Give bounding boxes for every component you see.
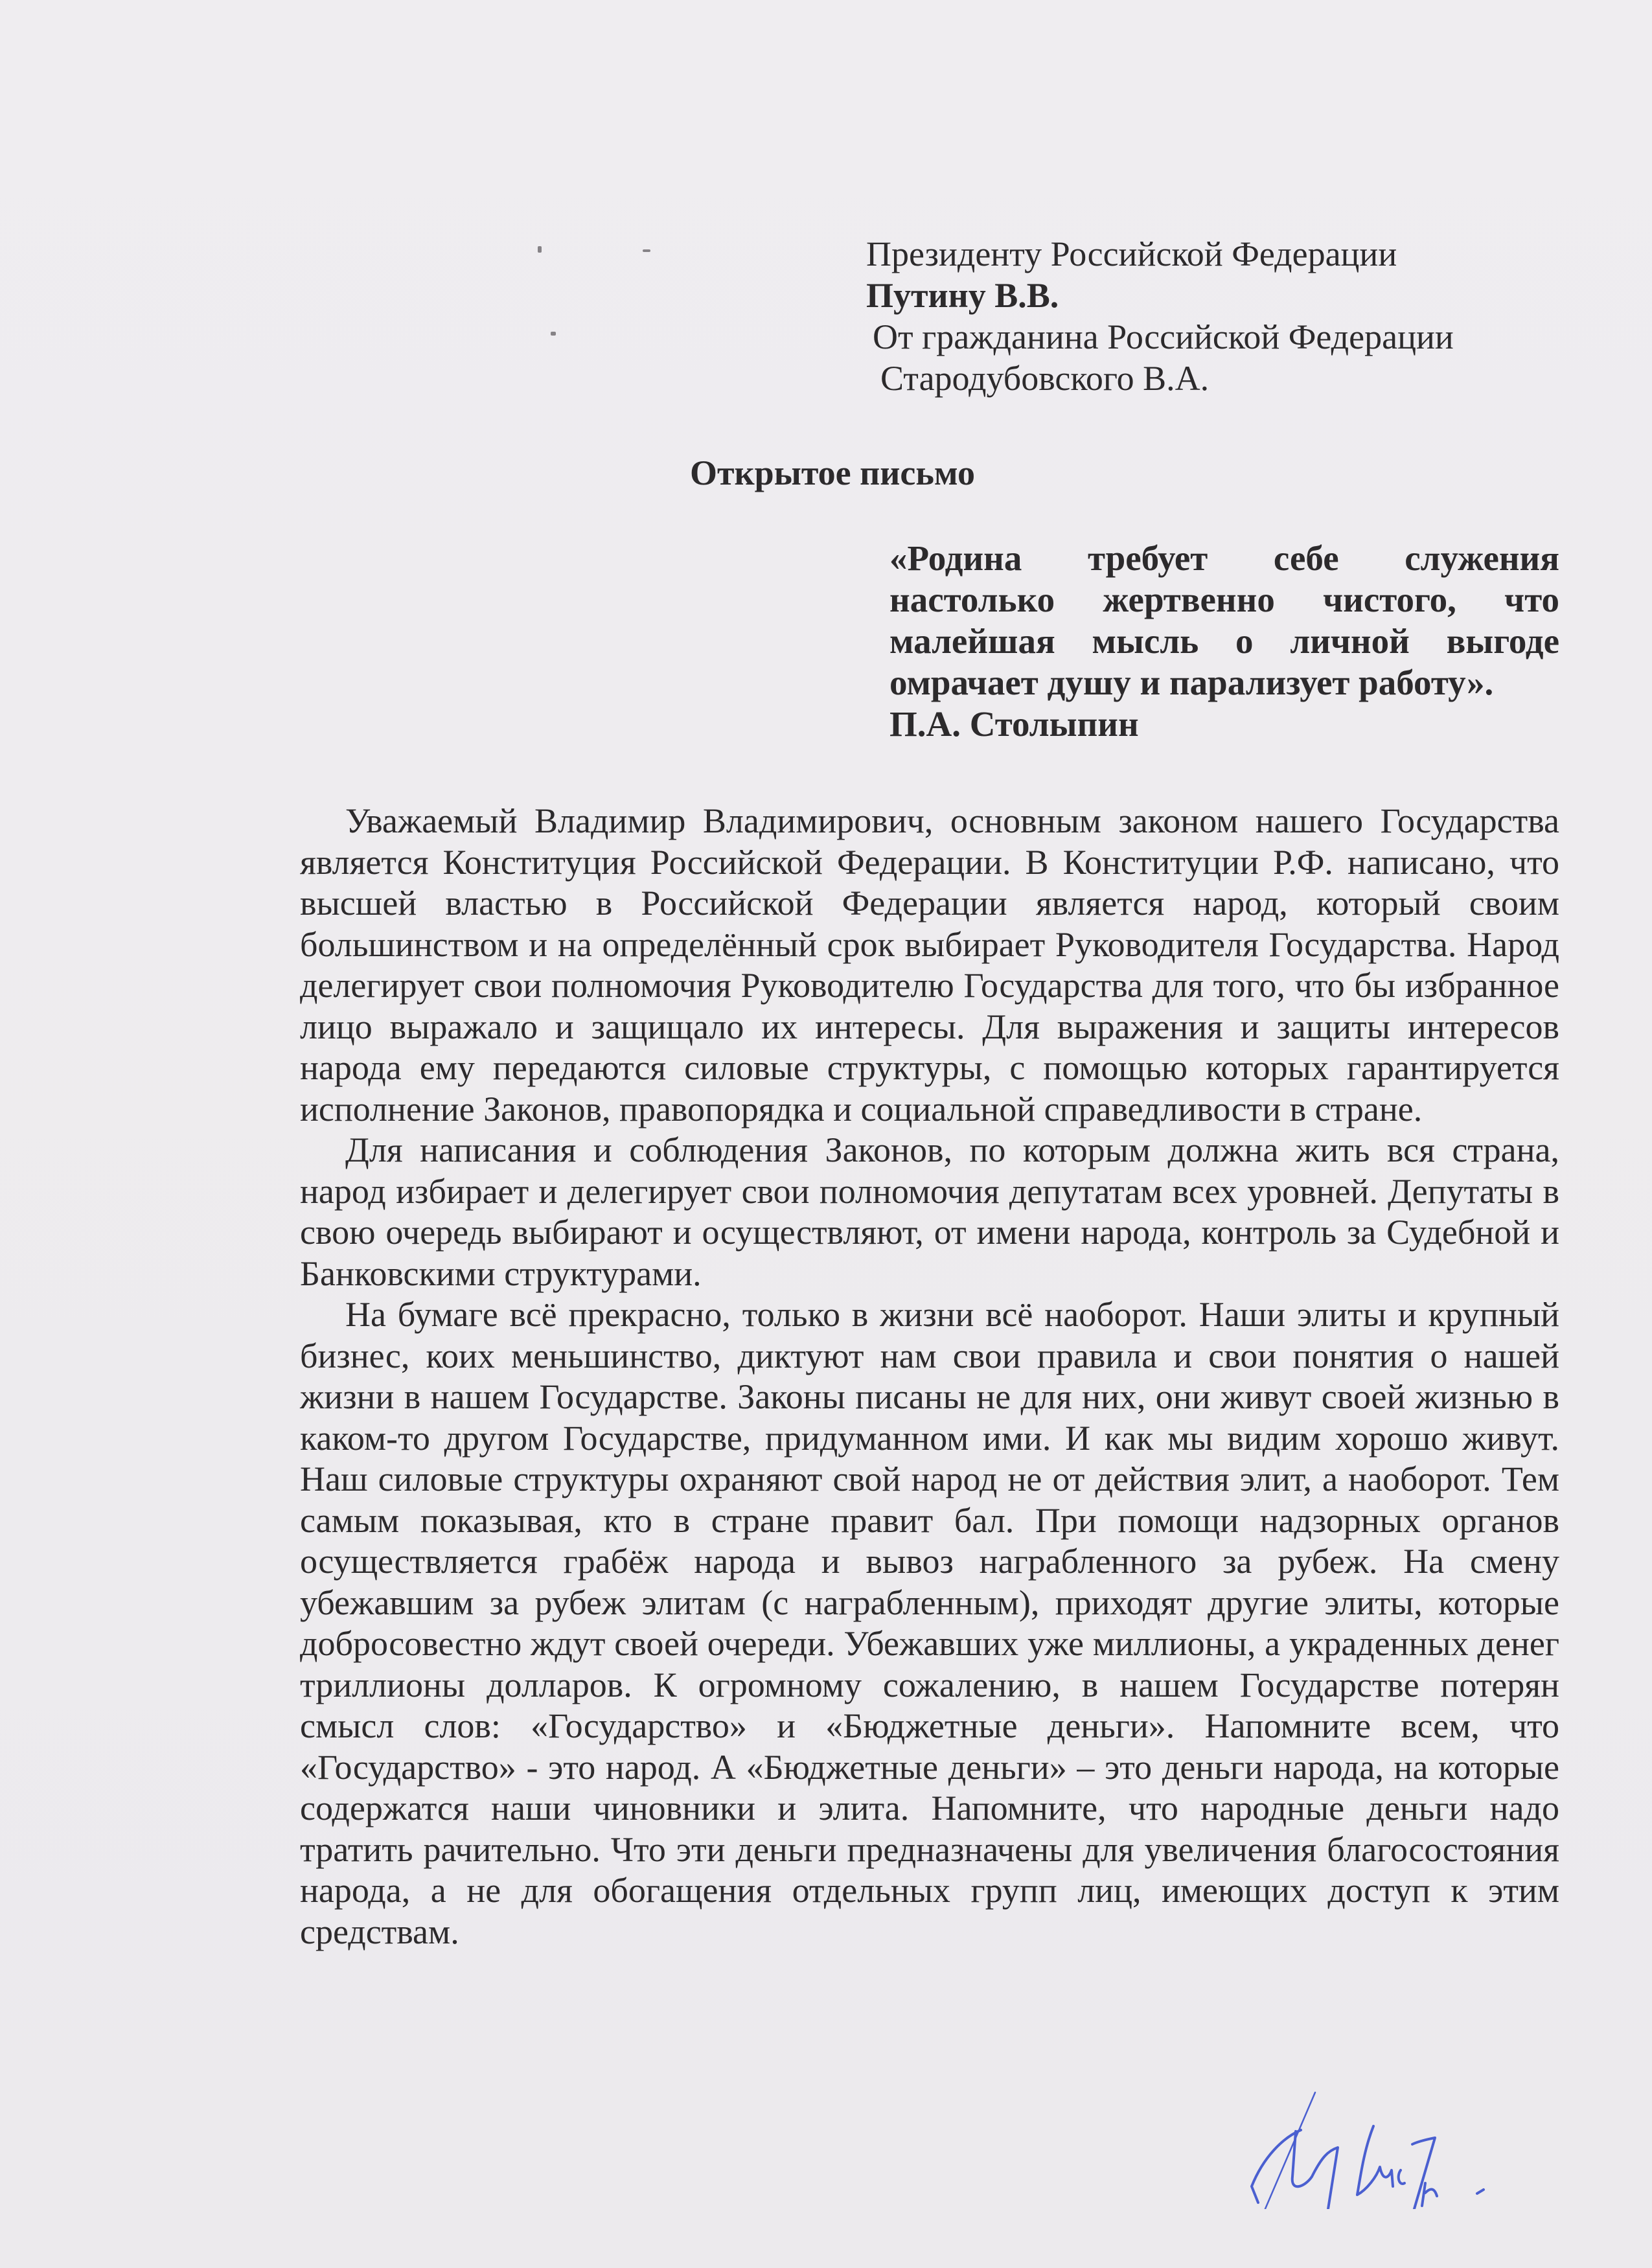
addressee-sender-title: От гражданина Российской Федерации	[873, 317, 1454, 356]
epigraph-quote: «Родина требует себе служения настолько жертвенно чистого, что малейшая мысль о личной выгоде омрачает душу и парализует работу».	[889, 538, 1559, 702]
letter-body	[300, 801, 1559, 1953]
epigraph	[889, 538, 1559, 745]
epigraph-author: П.А. Столыпин	[889, 704, 1139, 744]
addressee-recipient-name: Путину В.В.	[866, 276, 1059, 315]
scan-speck	[643, 249, 650, 252]
scan-speck	[551, 332, 556, 336]
body-paragraph: Для написания и соблюдения Законов, по которым должна жить вся страна, народ избирает и делегирует свои полномочия депутатам всех уровней. Депутаты в свою очередь выбирают и осуществляют, от имени народа, контроль за Судебной и Банковскими структурами.	[300, 1130, 1559, 1293]
addressee-recipient-title: Президенту Российской Федерации	[866, 235, 1397, 273]
signature-icon	[1218, 2079, 1516, 2209]
body-paragraph: Уважаемый Владимир Владимирович, основным законом нашего Государства является Конституция Российской Федерации. В Конституции Р.Ф. написано, что высшей властью в Российской Федерации является народ, который своим большинством и на определённый срок выбирает Руководителя Государства. Народ делегирует свои полномочия Руководителю Государства для того, что бы избранное лицо выражало и защищало их интересы. Для выражения и защиты интересов народа ему передаются силовые структуры, с помощью которых гарантируется исполнение Законов, правопорядка и социальной справедливости в стране.	[300, 801, 1559, 1128]
scan-speck	[538, 246, 542, 253]
body-paragraph: На бумаге всё прекрасно, только в жизни всё наоборот. Наши элиты и крупный бизнес, коих меньшинство, диктуют нам свои правила и свои понятия о нашей жизни в нашем Государстве. Законы писаны не для них, они живут своей жизнью в каком-то другом Государстве, придуманном ими. И как мы видим хорошо живут. Наш силовые структуры охраняют свой народ не от действия элит, а наоборот. Тем самым показывая, кто в стране правит бал. При помощи надзорных органов осуществляется грабёж народа и вывоз награбленного за рубеж. На смену убежавшим за рубеж элитам (с награбленным), приходят другие элиты, которые добросовестно ждут своей очереди. Убежавших уже миллионы, а украденных денег триллионы долларов. К огромному сожалению, в нашем Государстве потерян смысл слов: «Государство» и «Бюджетные деньги». Напомните всем, что «Государство» - это народ. А «Бюджетные деньги» – это деньги народа, на которые содержатся наши чиновники и элита. Напомните, что народные деньги надо тратить рачительно. Что эти деньги предназначены для увеличения благосостояния народа, а не для обогащения отдельных групп лиц, имеющих доступ к этим средствам.	[300, 1295, 1559, 1951]
addressee-sender-name: Стародубовского В.А.	[880, 359, 1210, 398]
addressee-block	[866, 233, 1454, 399]
signature	[1218, 2079, 1516, 2209]
letter-title: Открытое письмо	[690, 453, 975, 492]
